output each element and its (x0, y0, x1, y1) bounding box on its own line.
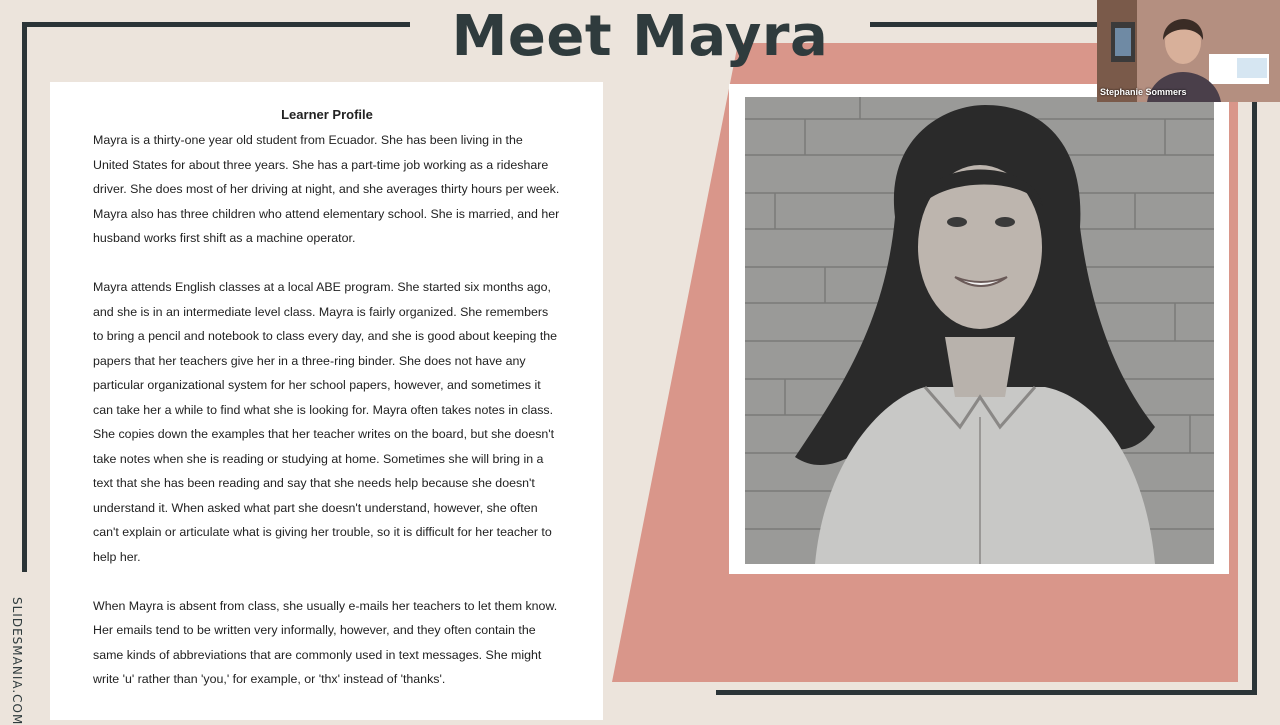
frame-line-bottom-right (716, 690, 1257, 695)
learner-profile-document (50, 82, 603, 720)
document-heading: Learner Profile (281, 107, 373, 122)
frame-line-top-left (22, 22, 410, 27)
paragraph-background: Mayra is a thirty-one year old student from Ecuador. She has been living in the United States for about three years. She has a part-time job working as a rideshare driver. She does most of her driving at night, and she averages thirty hours per week. Mayra also has three children who attend elementary school. She is married, and her husband works first shift as a machine operator. (93, 133, 560, 245)
portrait-image (745, 97, 1214, 564)
watermark-text: SLIDESMANIA.COM (10, 597, 24, 725)
slide-title: Meet Mayra (451, 4, 829, 69)
frame-line-right (1252, 102, 1257, 694)
participant-name-label: Stephanie Sommers (1100, 87, 1187, 97)
paragraph-absence: When Mayra is absent from class, she usually e-mails her teachers to let them know. Her emails tend to be written very informally, however, and they often contain the same kinds of abbreviations that are commonly used in text messages. She might write 'u' rather than 'you,' for example, or 'thx' instead of 'thanks'. (93, 598, 558, 686)
frame-line-top-right (870, 22, 1098, 27)
portrait-illustration (745, 97, 1214, 564)
paragraph-classes: Mayra attends English classes at a local ABE program. She started six months ago, and she is in an intermediate level class. Mayra is fairly organized. She remembers to bring a pencil and notebook to class every day, and she is good about keeping the papers that her teachers give her in a three-ring binder. She does not have any particular organizational system for her school papers, however, and sometimes it can take her a while to find what she is looking for. Mayra often takes notes in class. She copies down the examples that her teacher writes on the board, but she doesn't take notes when she is reading or studying at home. Sometimes she will bring in a text that she has been reading and say that she needs help because she doesn't understand it. When asked what part she doesn't understand, however, she often can't explain or articulate what is giving her trouble, so it is difficult for her teacher to help her. (93, 280, 558, 564)
frame-line-left (22, 22, 27, 572)
